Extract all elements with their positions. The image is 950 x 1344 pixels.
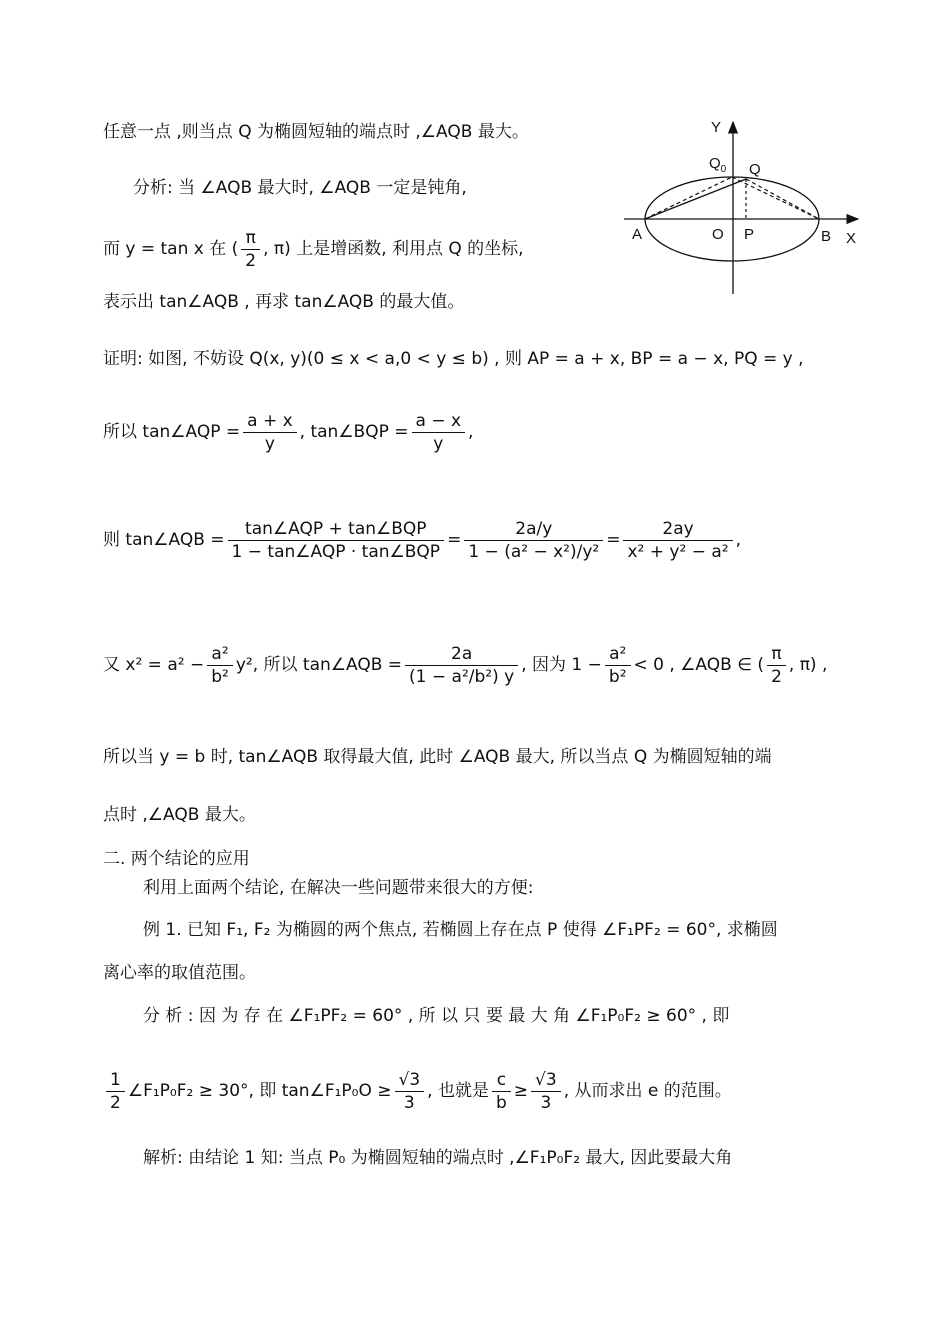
text-segment: y², 所以 tan∠AQB = [235,655,403,675]
point-q0-subscript: 0 [720,164,727,175]
text-line-proof: 证明: 如图, 不妨设 Q(x, y)(0 ≤ x < a,0 < y ≤ b) , 则 AP = a + x, BP = a − x, PQ = y , [103,349,804,369]
text-segment: , [735,530,741,550]
text-segment: , tan∠BQP = [299,422,409,442]
text-segment: ≥ [513,1081,529,1101]
text-line-increasing [103,224,524,274]
fraction-denominator: (1 − a²/b²) y [409,666,515,687]
fraction-a2-b2 [207,643,233,688]
fraction-numerator: a² [605,643,631,666]
fraction-denominator: 1 − (a² − x²)/y² [468,541,600,562]
fraction-denominator: x² + y² − a² [627,541,729,562]
fraction-denominator: y [264,433,275,454]
fraction-sqrt3-3 [531,1069,561,1114]
fraction-bqp [412,410,466,455]
x-axis-label: X [846,230,857,247]
fraction-numerator: c [492,1069,511,1092]
fraction-numerator: √3 [531,1069,561,1092]
text-line-sum-formula [103,510,741,570]
text-segment: ∠F₁P₀F₂ ≥ 30°, 即 tan∠F₁P₀O ≥ [127,1081,392,1101]
fraction-numerator: a² [207,643,233,666]
text-segment: , 因为 1 − [521,655,602,675]
y-axis-label: Y [711,119,722,136]
fraction-sum-formula [228,518,445,563]
point-q0-label [709,155,727,175]
text-segment: 又 x² = a² − [103,655,205,675]
text-line-intro: 利用上面两个结论, 在解决一些问题带来很大的方便: [143,878,534,898]
text-line-conclusion-end: 点时 ,∠AQB 最大。 [103,805,256,825]
example-1-analysis: 分 析 : 因 为 存 在 ∠F₁PF₂ = 60° , 所 以 只 要 最 大 角 ∠F₁P₀F₂ ≥ 60° , 即 [143,1006,730,1026]
fraction-mid [464,518,603,563]
fraction-numerator: tan∠AQP + tan∠BQP [228,518,445,541]
fraction-numerator: 2a/y [464,518,603,541]
text-segment: , [468,422,474,442]
text-segment: , π) 上是增函数, 利用点 Q 的坐标, [263,239,524,259]
text-segment: 则 tan∠AQB = [103,530,225,550]
fraction-denominator: b² [211,666,229,687]
text-line-express: 表示出 tan∠AQB , 再求 tan∠AQB 的最大值。 [103,292,465,312]
text-segment: = [447,530,462,550]
segment-aq0 [645,177,732,219]
ellipse-figure [620,118,865,298]
segment-aq [645,179,746,219]
fraction-numerator: a + x [243,410,297,433]
point-a-label: A [632,226,643,243]
fraction-denominator: 1 − tan∠AQP · tan∠BQP [231,541,441,562]
fraction-numerator: 2ay [623,518,732,541]
text-segment: = [606,530,621,550]
text-segment: , 也就是 [427,1081,489,1101]
fraction-pi-over-2 [241,227,260,272]
text-line-substitution [103,640,827,690]
fraction-numerator: a − x [412,410,466,433]
example-1-analysis-formula [103,1066,732,1116]
fraction-c-b [492,1069,511,1114]
fraction-denominator: 2 [771,666,782,687]
fraction-tan-result [405,643,518,688]
section-heading: 二. 两个结论的应用 [103,849,250,869]
fraction-sqrt3-3 [395,1069,425,1114]
text-line-conclusion: 所以当 y = b 时, tan∠AQB 取得最大值, 此时 ∠AQB 最大, 所以当点 Q 为椭圆短轴的端 [103,747,772,767]
segment-q0b [732,177,819,219]
example-1-statement: 例 1. 已知 F₁, F₂ 为椭圆的两个焦点, 若椭圆上存在点 P 使得 ∠F₁PF₂ = 60°, 求椭圆 [143,920,778,940]
origin-label: O [712,226,724,243]
fraction-final [623,518,732,563]
fraction-numerator: √3 [395,1069,425,1092]
fraction-numerator: π [241,227,260,250]
point-p-label: P [744,226,755,243]
fraction-denominator: 2 [245,250,257,271]
fraction-pi-over-2 [767,643,786,688]
fraction-a2-b2 [605,643,631,688]
text-segment: 而 y = tan x 在 ( [103,239,239,259]
text-segment: 所以 tan∠AQP = [103,422,241,442]
text-line-analysis: 分析: 当 ∠AQB 最大时, ∠AQB 一定是钝角, [133,178,467,198]
fraction-numerator: 2a [405,643,518,666]
example-1-solution: 解析: 由结论 1 知: 当点 P₀ 为椭圆短轴的端点时 ,∠F₁P₀F₂ 最大, 因此要最大角 [143,1148,733,1168]
text-segment: , π) , [788,655,828,675]
fraction-denominator: 3 [403,1092,415,1113]
fraction-half [106,1069,125,1114]
point-q-label: Q [749,161,761,178]
point-b-label: B [821,228,832,245]
fraction-denominator: y [433,433,444,454]
fraction-denominator: b² [608,666,627,687]
fraction-numerator: 1 [106,1069,125,1092]
example-1-statement-end: 离心率的取值范围。 [103,963,256,983]
text-segment: , 从而求出 e 的范围。 [563,1081,732,1101]
point-q0-letter: Q [709,155,721,172]
text-line-1: 任意一点 ,则当点 Q 为椭圆短轴的端点时 ,∠AQB 最大。 [103,122,529,142]
fraction-numerator: π [767,643,786,666]
text-line-tangents [103,408,473,456]
ellipse-diagram [620,118,865,298]
fraction-aqp [243,410,297,455]
fraction-denominator: 2 [110,1092,121,1113]
fraction-denominator: 3 [540,1092,552,1113]
text-segment: < 0 , ∠AQB ∈ ( [633,655,765,675]
fraction-denominator: b [495,1092,507,1113]
